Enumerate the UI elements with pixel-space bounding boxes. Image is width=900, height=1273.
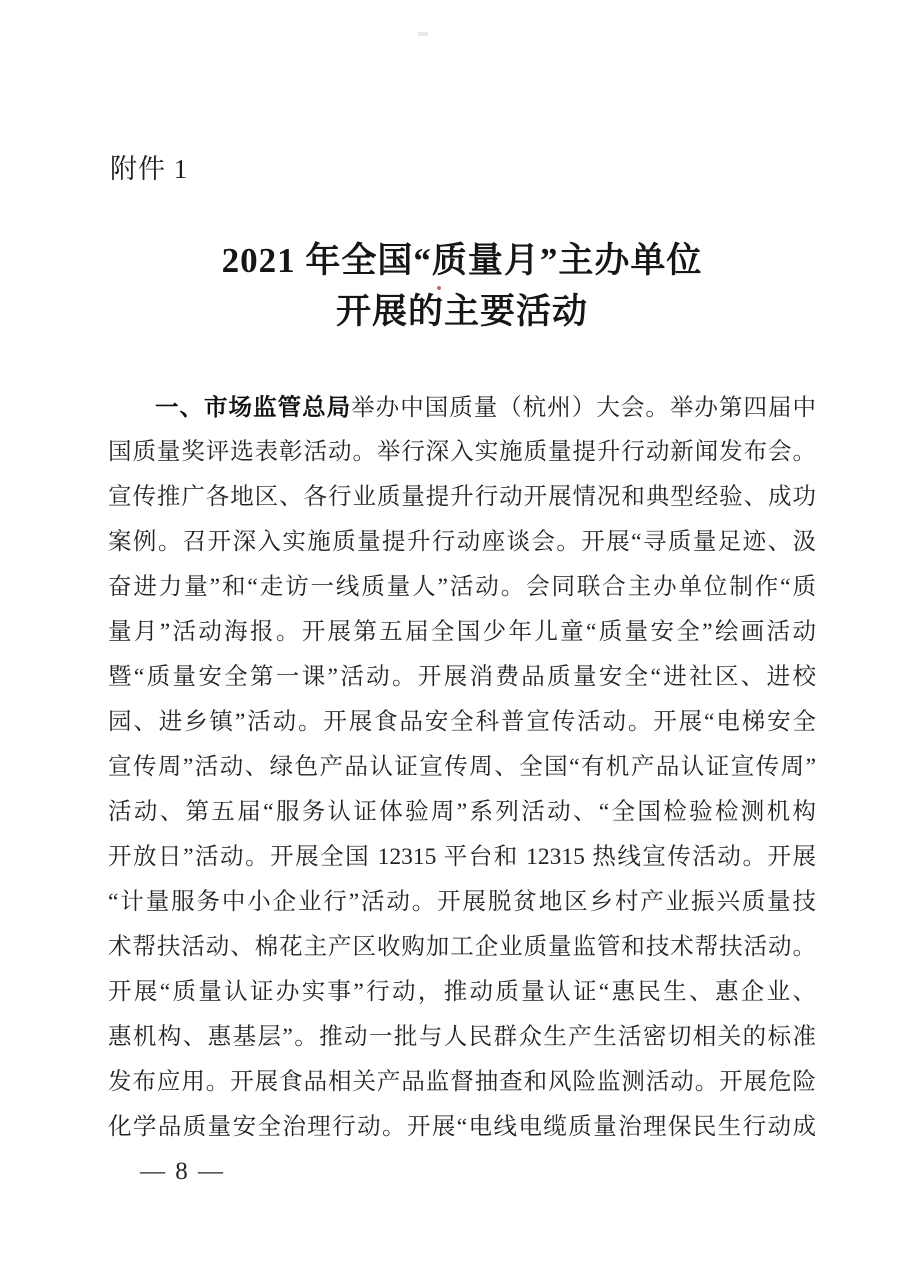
body-text-line: 惠机构、惠基层”。推动一批与人民群众生产生活密切相关的标准 [108,1024,816,1050]
body-text-line: 量月”活动海报。开展第五届全国少年儿童“质量安全”绘画活动 [108,619,816,645]
body-text-line: 宣传推广各地区、各行业质量提升行动开展情况和典型经验、成功 [108,484,816,510]
body-text-line: 化学品质量安全治理行动。开展“电线电缆质量治理保民生行动成 [108,1114,816,1140]
body-text-line: 宣传周”活动、绿色产品认证宣传周、全国“有机产品认证宣传周” [108,754,816,780]
body-text-line: 园、进乡镇”活动。开展食品安全科普宣传活动。开展“电梯安全 [108,709,816,735]
page-number: — 8 — [140,1158,225,1185]
body-text-line: 开展“质量认证办实事”行动，推动质量认证“惠民生、惠企业、 [108,979,816,1005]
body-text-line: 活动、第五届“服务认证体验周”系列活动、“全国检验检测机构 [108,799,816,825]
scan-artifact-speck [418,32,428,36]
body-text-line: 奋进力量”和“走访一线质量人”活动。会同联合主办单位制作“质 [108,574,816,600]
attachment-label: 附件 1 [110,154,189,184]
body-text-line: 一、市场监管总局举办中国质量（杭州）大会。举办第四届中 [155,394,816,421]
paragraph-lead-bold: 一、市场监管总局 [155,394,352,420]
body-text-line: 案例。召开深入实施质量提升行动座谈会。开展“寻质量足迹、汲 [108,529,816,555]
body-text-line: 国质量奖评选表彰活动。举行深入实施质量提升行动新闻发布会。 [108,439,816,465]
document-title-line2: 开展的主要活动 [335,292,588,331]
body-text-line: 术帮扶活动、棉花主产区收购加工企业质量监管和技术帮扶活动。 [108,934,816,960]
body-text-line: 发布应用。开展食品相关产品监督抽查和风险监测活动。开展危险 [108,1069,816,1095]
scan-artifact-red-dot [437,286,441,290]
body-text-line: 暨“质量安全第一课”活动。开展消费品质量安全“进社区、进校 [108,664,816,690]
body-text-line: 开放日”活动。开展全国 12315 平台和 12315 热线宣传活动。开展 [108,844,816,870]
document-title [108,235,816,337]
document-title-line1: 2021 年全国“质量月”主办单位 [221,241,703,280]
body-text-line: “计量服务中小企业行”活动。开展脱贫地区乡村产业振兴质量技 [108,889,816,915]
document-body-paragraph [108,385,816,1150]
